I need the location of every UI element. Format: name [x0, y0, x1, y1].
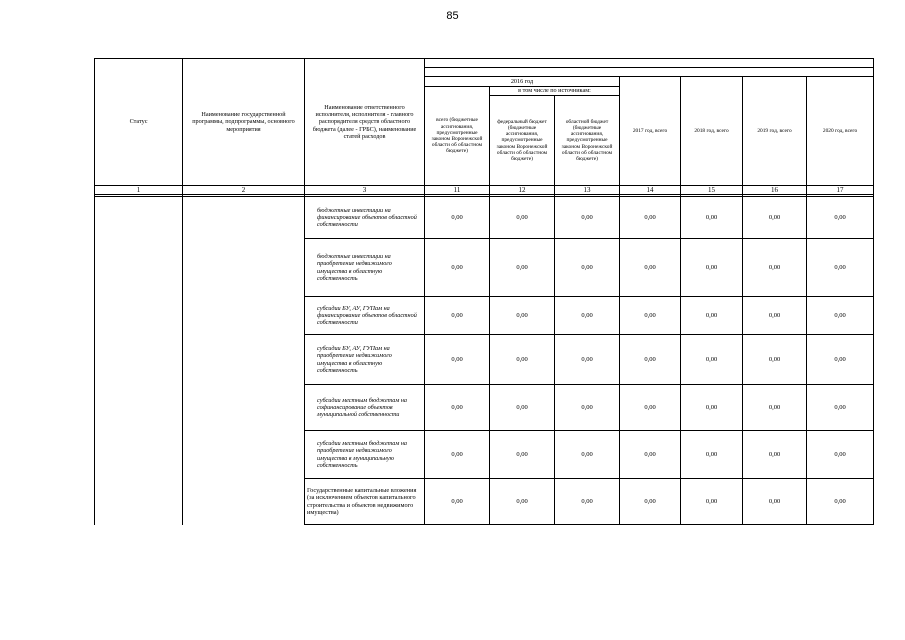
column-number: 17 — [807, 186, 874, 195]
cell-value: 0,00 — [743, 239, 807, 297]
column-number-row — [95, 186, 874, 195]
cell-value: 0,00 — [490, 335, 555, 385]
header-regional: областной бюджет (бюджетные ассигнования, предусмотренные законом Воронежской области об областном бюджете) — [555, 96, 620, 186]
column-number: 12 — [490, 186, 555, 195]
column-number: 16 — [743, 186, 807, 195]
cell-value: 0,00 — [425, 385, 490, 431]
header-status: Статус — [95, 59, 183, 186]
cell-value: 0,00 — [807, 431, 874, 479]
column-number: 13 — [555, 186, 620, 195]
column-number: 1 — [95, 186, 183, 195]
cell-value: 0,00 — [425, 239, 490, 297]
header-2019: 2019 год, всего — [743, 77, 807, 186]
column-number: 15 — [681, 186, 743, 195]
cell-value: 0,00 — [743, 431, 807, 479]
cell-value: 0,00 — [490, 431, 555, 479]
row-name: субсидии БУ, АУ, ГУПам на финансирование объектов областной собственности — [305, 297, 425, 335]
budget-table — [94, 58, 874, 525]
header-executor: Наименование ответственного исполнителя, исполнителя - главного распорядителя средств областного бюджета (далее - ГРБС), наименование статей расходов — [305, 59, 425, 186]
cell-value: 0,00 — [681, 431, 743, 479]
cell-value: 0,00 — [620, 431, 681, 479]
header-blank-top — [425, 59, 874, 68]
row-name: субсидии местным бюджетам на софинансирование объектов муниципальной собственности — [305, 385, 425, 431]
cell-value: 0,00 — [743, 197, 807, 239]
row-name: бюджетные инвестиции на приобретение недвижимого имущества в областную собственность — [305, 239, 425, 297]
cell-value: 0,00 — [807, 197, 874, 239]
cell-value: 0,00 — [555, 385, 620, 431]
cell-value: 0,00 — [555, 431, 620, 479]
column-number: 11 — [425, 186, 490, 195]
header-2020: 2020 год, всего — [807, 77, 874, 186]
cell-value: 0,00 — [555, 239, 620, 297]
row-name: субсидии местным бюджетам на приобретение недвижимого имущества в муниципальную собственность — [305, 431, 425, 479]
program-cell — [183, 197, 305, 525]
status-cell — [95, 197, 183, 525]
header-2018: 2018 год, всего — [681, 77, 743, 186]
column-number: 3 — [305, 186, 425, 195]
cell-value: 0,00 — [425, 197, 490, 239]
cell-value: 0,00 — [425, 479, 490, 525]
cell-value: 0,00 — [681, 197, 743, 239]
cell-value: 0,00 — [681, 297, 743, 335]
column-number: 2 — [183, 186, 305, 195]
cell-value: 0,00 — [555, 479, 620, 525]
cell-value: 0,00 — [681, 385, 743, 431]
page-number: 85 — [446, 10, 459, 22]
cell-value: 0,00 — [681, 479, 743, 525]
cell-value: 0,00 — [807, 385, 874, 431]
cell-value: 0,00 — [490, 239, 555, 297]
cell-value: 0,00 — [425, 297, 490, 335]
cell-value: 0,00 — [620, 297, 681, 335]
header-total-2016: всего (бюджетные ассигнования, предусмотренные законом Воронежской области об областном бюджете) — [425, 87, 490, 186]
cell-value: 0,00 — [807, 335, 874, 385]
cell-value: 0,00 — [681, 335, 743, 385]
header-program: Наименование государственной программы, подпрограммы, основного мероприятия — [183, 59, 305, 186]
cell-value: 0,00 — [743, 335, 807, 385]
cell-value: 0,00 — [620, 479, 681, 525]
cell-value: 0,00 — [743, 385, 807, 431]
cell-value: 0,00 — [490, 197, 555, 239]
row-name: бюджетные инвестиции на финансирование объектов областной собственности — [305, 197, 425, 239]
cell-value: 0,00 — [490, 385, 555, 431]
header-sources: в том числе по источникам: — [490, 87, 620, 96]
cell-value: 0,00 — [620, 197, 681, 239]
table-row — [95, 197, 874, 239]
cell-value: 0,00 — [807, 297, 874, 335]
row-name: Государственные капитальные вложения (за исключением объектов капитального строительства и объектов недвижимого имущества) — [305, 479, 425, 525]
header-blank-2 — [425, 68, 874, 77]
cell-value: 0,00 — [807, 479, 874, 525]
cell-value: 0,00 — [743, 479, 807, 525]
header-row-top — [95, 59, 874, 68]
cell-value: 0,00 — [620, 385, 681, 431]
cell-value: 0,00 — [620, 239, 681, 297]
cell-value: 0,00 — [555, 335, 620, 385]
cell-value: 0,00 — [555, 197, 620, 239]
cell-value: 0,00 — [555, 297, 620, 335]
cell-value: 0,00 — [681, 239, 743, 297]
cell-value: 0,00 — [425, 335, 490, 385]
cell-value: 0,00 — [743, 297, 807, 335]
header-2017: 2017 год, всего — [620, 77, 681, 186]
cell-value: 0,00 — [807, 239, 874, 297]
cell-value: 0,00 — [490, 297, 555, 335]
column-number: 14 — [620, 186, 681, 195]
cell-value: 0,00 — [490, 479, 555, 525]
row-name: субсидии БУ, АУ, ГУПам на приобретение недвижимого имущества в областную собственность — [305, 335, 425, 385]
cell-value: 0,00 — [425, 431, 490, 479]
cell-value: 0,00 — [620, 335, 681, 385]
header-year-2016: 2016 год — [425, 77, 620, 87]
header-federal: федеральный бюджет (бюджетные ассигнования, предусмотренные законом Воронежской области об областном бюджете) — [490, 96, 555, 186]
